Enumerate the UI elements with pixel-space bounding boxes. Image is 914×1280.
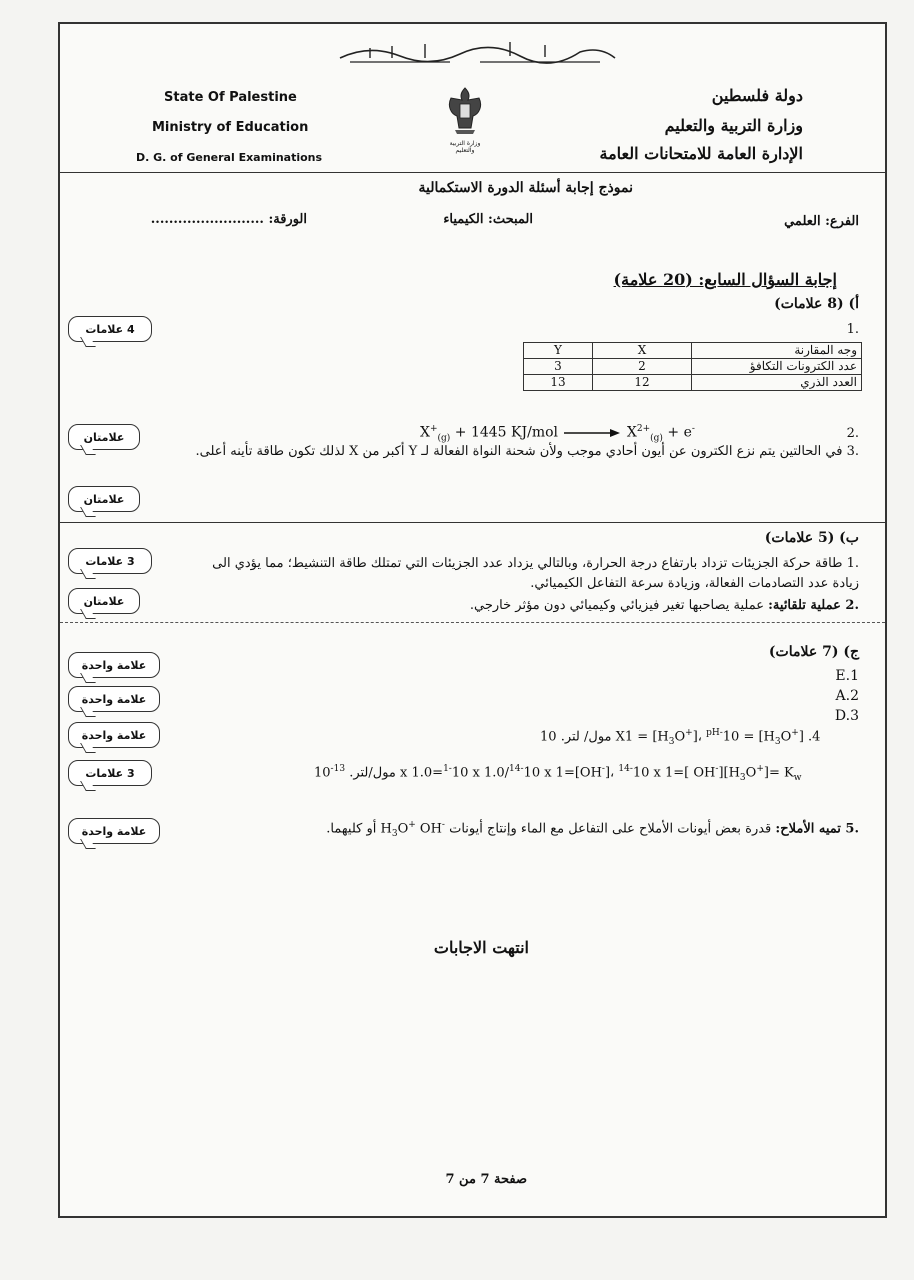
table-cell: عدد الكترونات التكافؤ <box>692 359 862 375</box>
item5-term: .5 تميه الأملاح: <box>775 821 859 837</box>
badge-b2: علامتان <box>68 588 140 614</box>
badge-c2: علامة واحدة <box>68 686 160 712</box>
item4-num: .4 <box>808 729 821 745</box>
answer-sheet-page <box>58 22 887 1218</box>
table-header-x: X <box>593 343 692 359</box>
badge-a3: علامتان <box>68 486 140 512</box>
eq-energy: + 1445 KJ/mol <box>454 424 558 441</box>
part-b-heading: ب) (5 علامات) <box>764 530 859 546</box>
part-c-heading: ج) (7 علامات) <box>768 644 859 660</box>
part-b-item1-line1: .1 طاقة حركة الجزيئات تزداد بارتفاع درجة الحرارة، وبالتالي يزداد عدد الجزيئات التي تمتلك طاقة التنشيط؛ مما يؤدي الى <box>212 556 859 571</box>
part-a-item1-num: .1 <box>846 322 859 337</box>
table-cell: العدد الذري <box>692 375 862 391</box>
table-cell: 3 <box>524 359 593 375</box>
header-ministry-en: Ministry of Education <box>152 120 309 135</box>
end-of-answers: انتهت الاجابات <box>433 938 529 957</box>
header-divider <box>60 172 885 173</box>
part-c-item4: مول/ لتر. 10 $X1 = [H_3O^+]،$ $^{pH-}10 = [H_3O^+]$ .4 <box>540 728 821 747</box>
header-dept-en: D. G. of General Examinations <box>136 151 323 164</box>
header-state-ar: دولة فلسطين <box>711 86 803 105</box>
item4-unit: مول/ لتر. <box>560 729 612 745</box>
model-title: نموذج إجابة أسئلة الدورة الاستكمالية <box>418 180 633 196</box>
section-divider-a-b <box>60 522 885 523</box>
part-c-item2: A.2 <box>835 688 859 704</box>
comparison-table <box>523 342 862 391</box>
badge-c3: علامة واحدة <box>68 722 160 748</box>
header-dept-ar: الإدارة العامة للامتحانات العامة <box>599 144 803 163</box>
part-b-item2-def: عملية يصاحبها تغير فيزيائي وكيميائي دون مؤثر خارجي. <box>469 598 764 613</box>
badge-a2: علامتان <box>68 424 140 450</box>
item5-ions: $H_3O^+$ OH- <box>380 820 445 839</box>
section-divider-b-c <box>60 622 885 623</box>
page-number: صفحة 7 من 7 <box>445 1172 527 1187</box>
table-row <box>524 375 862 391</box>
badge-b1: 3 علامات <box>68 548 152 574</box>
eagle-emblem-icon <box>443 84 487 138</box>
eq-reactant: X <box>420 424 430 441</box>
question-title: إجابة السؤال السابع: (20 علامة) <box>613 270 837 289</box>
part-a-item2-num: .2 <box>846 426 859 441</box>
ministry-emblem <box>443 84 487 154</box>
basmala-calligraphy-icon <box>330 36 620 66</box>
item5-def: قدرة بعض أيونات الأملاح على التفاعل مع الماء وإنتاج أيونات <box>449 821 772 837</box>
table-header-y: Y <box>524 343 593 359</box>
part-a-item3: .3 في الحالتين يتم نزع الكترون عن أيون أحادي موجب ولأن شحنة النواة الفعالة لـ Y أكبر من X لذلك تكون طاقة تأينه أعلى. <box>195 444 859 459</box>
part-b-item2 <box>159 598 859 613</box>
branch-label: الفرع: العلمي <box>784 214 859 229</box>
eq-product: X <box>626 424 637 441</box>
header-ministry-ar: وزارة التربية والتعليم <box>664 116 803 135</box>
paper-label: الورقة: ......................... <box>150 212 307 227</box>
item5-tail: أو كليهما. <box>326 821 377 837</box>
part-b-item1-line2: زيادة عدد التصادمات الفعالة، وزيادة سرعة التفاعل الكيميائي. <box>530 576 859 591</box>
part-a-heading: أ) (8 علامات) <box>774 296 859 312</box>
basmala <box>330 36 620 66</box>
table-cell: 2 <box>593 359 692 375</box>
header-state-en: State Of Palestine <box>164 90 297 105</box>
emblem-caption: وزارة التربية والتعليم <box>449 140 481 154</box>
table-cell: 13 <box>524 375 593 391</box>
subject-label: المبحث: الكيمياء <box>443 212 533 227</box>
badge-c1: علامة واحدة <box>68 652 160 678</box>
table-row <box>524 359 862 375</box>
eq-electron: + e <box>667 424 692 441</box>
part-c-item1: E.1 <box>835 668 859 684</box>
badge-a1: 4 علامات <box>68 316 152 342</box>
table-header-aspect: وجه المقارنة <box>692 343 862 359</box>
reaction-arrow-icon <box>562 428 622 438</box>
badge-c5: علامة واحدة <box>68 818 160 844</box>
badge-c4: 3 علامات <box>68 760 152 786</box>
ionization-equation: $X^+_{(g)} + 1445$ KJ/mol $X^{2+}_{(g)} + e^-$ <box>420 424 695 444</box>
part-b-item2-term: .2 عملية تلقائية: <box>768 598 859 613</box>
table-header-row <box>524 343 862 359</box>
part-c-item3: D.3 <box>834 708 859 724</box>
table-cell: 12 <box>593 375 692 391</box>
part-c-item5 <box>219 820 859 839</box>
kw-unit: مول/لتر. <box>349 765 396 781</box>
part-c-kw-line: مول/لتر. $^{13-}$10 x 1.0=$^{1-}$10 x 1.0/$^{14-}$10 x 1=[OH-]، $^{14-}$10 x 1=[ $OH^-][H_3O^+]= K_w$ <box>314 764 802 783</box>
